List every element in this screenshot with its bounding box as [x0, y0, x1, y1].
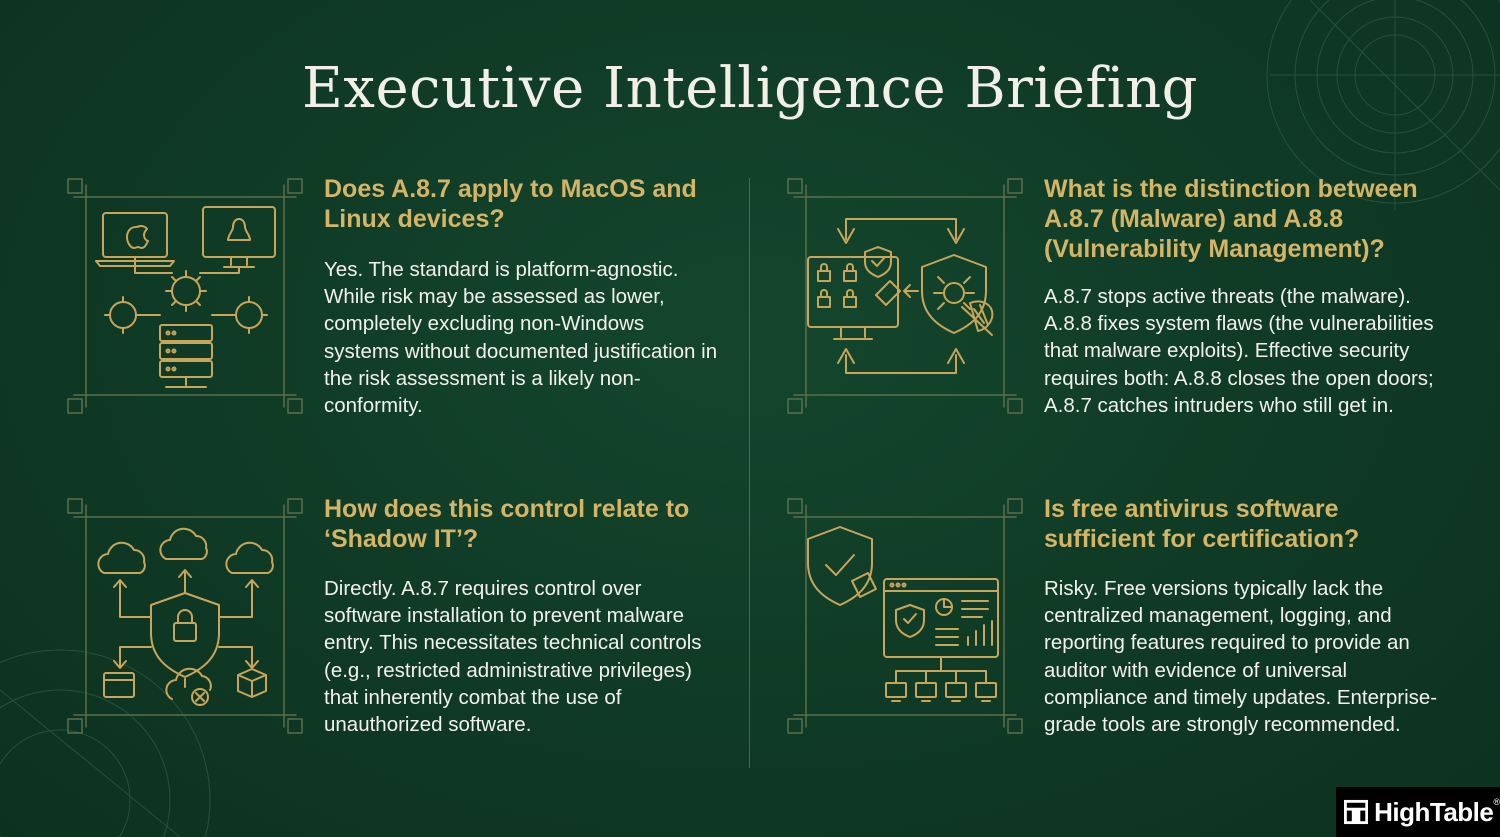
- faq-question-2: What is the distinction between A.8.7 (Malware) and A.8.8 (Vulnerability Management)?: [1044, 175, 1418, 263]
- brand-name: HighTable: [1374, 796, 1494, 827]
- hightable-logo-icon: [1344, 795, 1368, 829]
- faq-answer-3: Directly. A.8.7 requires control over software installation to prevent malware entry. This necessitates technical controls (e.g., restricted administrative privileges) that inherently combat the use of unauthorized software.: [324, 577, 702, 737]
- faq-question-1: Does A.8.7 apply to MacOS and Linux devices?: [324, 175, 697, 233]
- antivirus-dashboard-icon: [786, 497, 1024, 735]
- column-divider: [749, 178, 750, 768]
- brand-logo: [1336, 787, 1500, 837]
- faq-answer-2: A.8.7 stops active threats (the malware). A.8.8 fixes system flaws (the vulnerabilities that malware exploits). Effective security requires both: A.8.8 closes the open doors; A.8.7 catches intruders who still get in.: [1044, 285, 1434, 417]
- faq-answer-1: Yes. The standard is platform-agnostic. While risk may be assessed as lower, completely excluding non-Windows systems without documented justification in the risk assessment is a likely non-conformity.: [324, 258, 718, 418]
- faq-question-3: How does this control relate to ‘Shadow IT’?: [324, 495, 690, 553]
- devices-network-icon: [66, 177, 304, 415]
- faq-answer-4: Risky. Free versions typically lack the centralized management, logging, and reporting features required to provide an auditor with evidence of universal compliance and timely updates. Enterprise-grade tools are strongly recommended.: [1044, 577, 1438, 737]
- brand-registered-mark: ®: [1493, 797, 1500, 807]
- shadow-it-lock-icon: [66, 497, 304, 735]
- malware-shield-cycle-icon: [786, 177, 1024, 415]
- faq-question-4: Is free antivirus software sufficient for certification?: [1044, 495, 1360, 553]
- page-title: Executive Intelligence Briefing: [302, 56, 1198, 121]
